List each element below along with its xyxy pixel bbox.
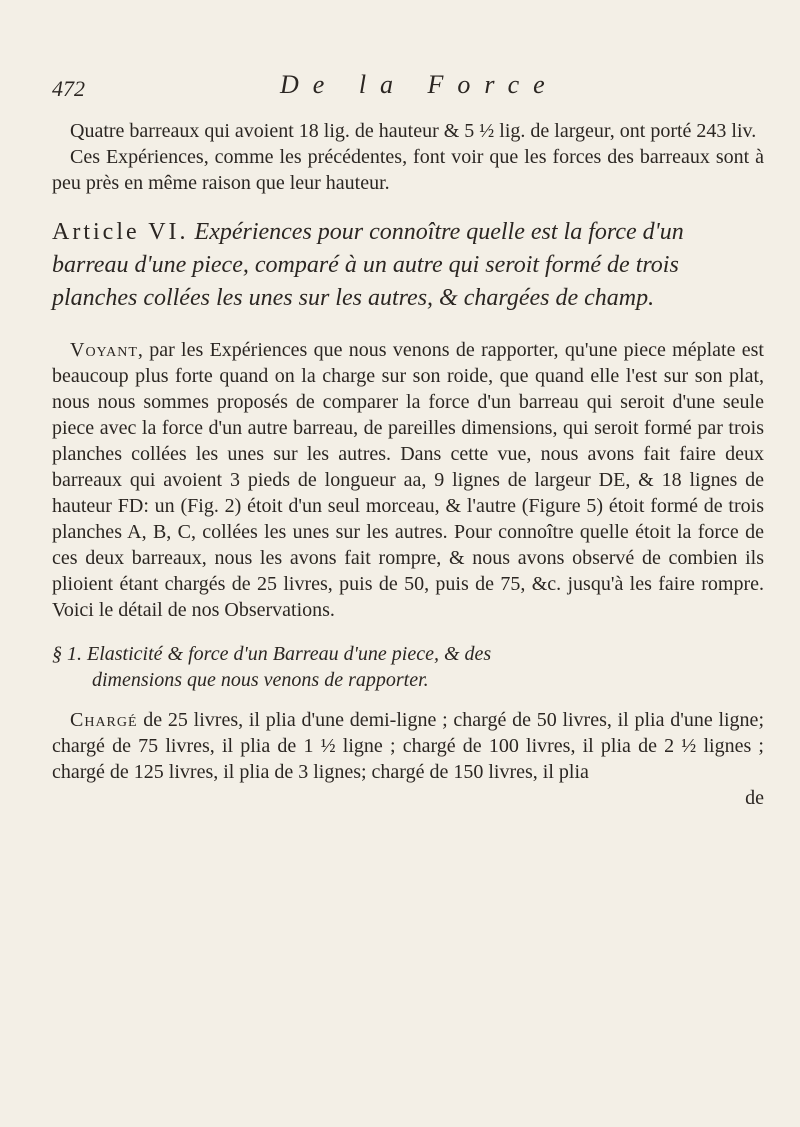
observations-lead-word: Chargé [70,709,138,731]
running-title: De la Force [280,70,559,99]
section-title-line-2: dimensions que nous venons de rapporter. [92,669,429,691]
page-header [52,70,764,118]
article-title: Expériences pour connoître quelle est la force d'un barreau d'une piece, comparé à un autre qui seroit formé de trois planches collées les unes sur les autres, & chargées de champ. [52,219,684,311]
section-heading [52,641,764,693]
book-page [52,70,764,811]
body-lead-word: Voyant [70,339,138,361]
page-number: 472 [52,76,85,101]
body-text: , par les Expériences que nous venons de rapporter, qu'une piece méplate est beaucoup plus forte quand on la charge sur son roide, que quand elle l'est sur son plat, nous nous sommes proposés de comparer la force d'un barreau qui seroit d'une seule piece avec la force d'un autre barreau, de pareilles dimensions, qui seroit formé par trois planches collées les unes sur les autres. Dans cette vue, nous avons fait faire deux barreaux qui avoient 3 pieds de longueur aa, 9 lignes de largeur DE, & 18 lignes de hauteur FD: un (Fig. 2) étoit d'un seul morceau, & l'autre (Figure 5) étoit formé de trois planches A, B, C, collées les unes sur les autres. Pour connoître quelle étoit la force de ces deux barreaux, nous les avons fait rompre, & nous avons observé de combien ils plioient étant chargés de 25 livres, puis de 50, puis de 75, &c. jusqu'à les faire rompre. Voici le détail de nos Observations. [52,339,764,621]
intro-paragraph-1: Quatre barreaux qui avoient 18 lig. de hauteur & 5 ½ lig. de largeur, ont porté 243 liv. [70,120,757,142]
observations-paragraph [52,707,764,785]
section-title-line-1: Elasticité & force d'un Barreau d'une piece, & des [87,643,492,665]
intro-paragraph-2: Ces Expériences, comme les précédentes, font voir que les forces des barreaux sont à peu près en même raison que leur hauteur. [52,146,764,194]
body-paragraph [52,337,764,623]
article-label: Article VI. [52,219,189,245]
section-number: § 1. [52,643,82,665]
article-heading [52,216,764,315]
observations-text: de 25 livres, il plia d'une demi-ligne ; chargé de 50 livres, il plia d'une ligne; chargé de 75 livres, il plia de 1 ½ ligne ; chargé de 100 livres, il plia de 2 ½ lignes ; chargé de 125 livres, il plia de 3 lignes; chargé de 150 livres, il plia [52,709,764,783]
catchword: de [745,787,764,809]
